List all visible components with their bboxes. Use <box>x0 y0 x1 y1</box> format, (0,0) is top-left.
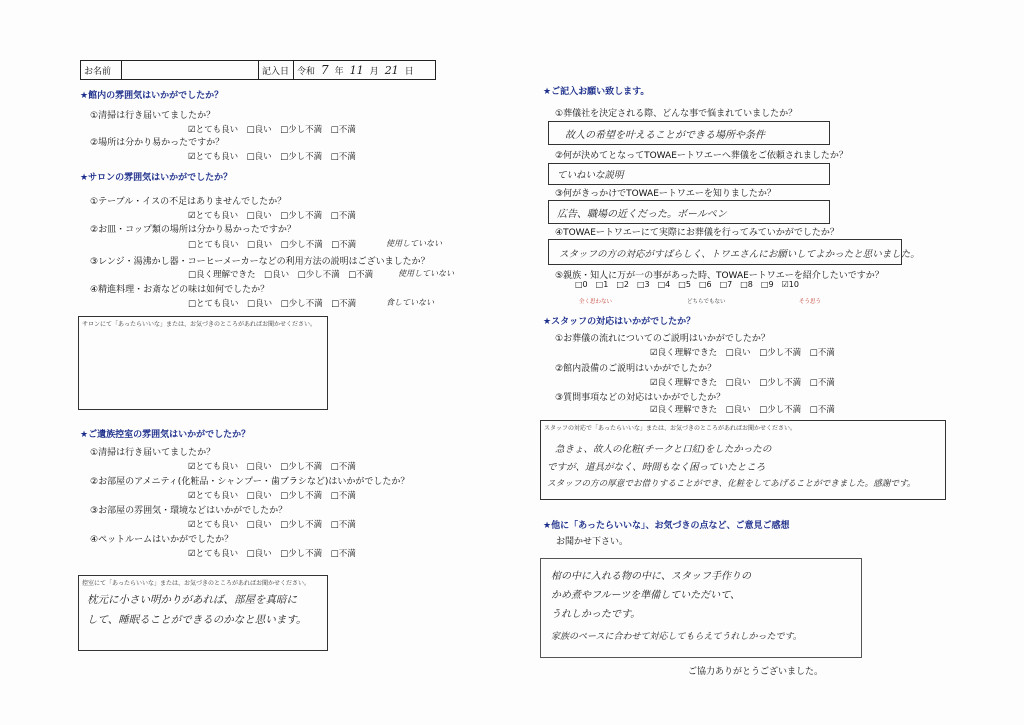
staff-handwriting-line2: ですが、道具がなく、時間もなく困っていたところ <box>547 462 766 473</box>
waiting-q4-options[interactable]: ☑とても良い □良い □少し不満 □不満 <box>188 549 356 559</box>
request-q1-answer-box[interactable] <box>548 121 830 145</box>
scale-option-8[interactable]: □8 <box>740 280 753 289</box>
staff-handwriting-line1: 急きょ、故人の化粧(チークと口紅)をしたかったの <box>555 444 772 455</box>
scale-low-label: 全く思わない <box>579 299 613 305</box>
waiting-q4-text: ④ペットルームはいかがでしたか？ <box>90 535 234 545</box>
hall-q2-options[interactable]: ☑とても良い □良い □少し不満 □不満 <box>188 152 356 162</box>
scale-option-2[interactable]: □2 <box>616 280 629 289</box>
hall-q1-options[interactable]: ☑とても良い □良い □少し不満 □不満 <box>188 125 356 135</box>
other-handwriting-line1: 棺の中に入れる物の中に、スタッフ手作りの <box>551 571 751 582</box>
hall-section-title: ★館内の雰囲気はいかがでしたか？ <box>80 91 224 101</box>
staff-q2-text: ②館内設備のご説明はいかがでしたか？ <box>555 364 717 374</box>
salon-box-label: サロンにて「あったらいいな」または、お気づきのところがあればお聞かせください。 <box>82 321 316 328</box>
scale-option-1[interactable]: □1 <box>595 280 609 289</box>
salon-q2-note: 使用していない <box>386 239 442 248</box>
other-section-subtitle: お聞かせ下さい。 <box>556 537 629 547</box>
recommend-scale-options <box>575 280 799 289</box>
scale-option-3[interactable]: □3 <box>636 280 650 289</box>
waiting-q1-options[interactable]: ☑とても良い □良い □少し不満 □不満 <box>188 462 356 472</box>
salon-q2-text: ②お皿・コップ類の場所は分かり易かったですか？ <box>90 225 296 235</box>
date-month-unit: 月 <box>369 66 379 77</box>
staff-comment-box[interactable] <box>540 420 946 500</box>
staff-q2-options[interactable]: ☑良く理解できた □良い □少し不満 □不満 <box>650 378 835 388</box>
waiting-q3-options[interactable]: ☑とても良い □良い □少し不満 □不満 <box>188 520 356 530</box>
salon-q4-options[interactable]: □とても良い □良い □少し不満 □不満 <box>188 299 357 309</box>
request-q2-text: ②何が決めてとなってTOWAEートワエーへ葬儀をご依頼されましたか？ <box>555 151 848 161</box>
staff-q3-options[interactable]: ☑良く理解できた □良い □少し不満 □不満 <box>650 405 835 415</box>
salon-comment-box[interactable] <box>78 316 328 410</box>
date-field[interactable] <box>293 60 436 80</box>
name-field[interactable] <box>121 60 259 80</box>
scale-option-0[interactable]: □0 <box>575 280 588 289</box>
request-q2-answer-box[interactable] <box>548 163 830 185</box>
scale-mid-label: どちらでもない <box>687 299 726 305</box>
scale-option-4[interactable]: □4 <box>657 280 671 289</box>
scale-option-9[interactable]: □9 <box>760 280 774 289</box>
request-q3-text: ③何がきっかけでTOWAEートワエーを知りましたか？ <box>555 189 776 199</box>
waiting-handwriting-line1: 枕元に小さい明かりがあれば、部屋を真暗に <box>87 594 297 606</box>
date-label-cell <box>258 60 294 80</box>
waiting-q1-text: ①清掃は行き届いてましたか？ <box>90 448 216 458</box>
scale-option-5[interactable]: □5 <box>678 280 691 289</box>
other-section-title: ★他に「あったらいいな」、お気づきの点など、ご意見ご感想 <box>543 521 790 531</box>
salon-q4-text: ④精進料理・お斎などの味は如何でしたか？ <box>90 285 270 295</box>
scale-high-label: そう思う <box>799 299 822 305</box>
salon-q3-text: ③レンジ・湯沸かし器・コーヒーメーカーなどの利用方法の説明はございましたか？ <box>90 257 430 267</box>
date-year-value: 7 <box>321 63 329 77</box>
hall-q2-text: ②場所は分かり易かったですか？ <box>90 138 225 148</box>
staff-box-label: スタッフの対応で「あったらいいな」または、お気づきのところがあればお聞かせください。 <box>544 425 796 432</box>
salon-q4-note: 食していない <box>386 298 434 307</box>
name-label-cell <box>80 60 122 80</box>
other-handwriting-line2: かめ煮やフルーツを準備していただいて、 <box>551 590 740 601</box>
scale-option-7[interactable]: □7 <box>719 280 733 289</box>
request-q5-text: ⑤親族・知人に万が一の事があった時、TOWAEートワエーを紹介したいですか？ <box>555 271 884 281</box>
waiting-q2-options[interactable]: ☑とても良い □良い □少し不満 □不満 <box>188 491 356 501</box>
name-label: お名前 <box>84 66 112 77</box>
salon-q1-text: ①テーブル・イスの不足はありませんでしたか？ <box>90 197 287 207</box>
salon-q2-options[interactable]: □とても良い □良い □少し不満 □不満 <box>188 240 357 250</box>
recommend-scale <box>575 280 865 306</box>
request-q1-answer: 故人の希望を叶えることができる場所や条件 <box>565 130 765 141</box>
waiting-handwriting-line2: して、睡眠ることができるのかなと思います。 <box>87 614 307 626</box>
request-q4-answer: スタッフの方の対応がすばらしく、トワエさんにお願いしてよかったと思いました。 <box>559 249 920 260</box>
staff-section-title: ★スタッフの対応はいかがでしたか？ <box>543 317 696 327</box>
date-year-unit: 年 <box>334 66 344 77</box>
salon-q3-note: 使用していない <box>398 269 454 278</box>
thanks-message: ご協力ありがとうございました。 <box>688 667 824 677</box>
date-era: 令和 <box>297 66 316 77</box>
scale-option-6[interactable]: □6 <box>698 280 712 289</box>
staff-q3-text: ③質問事項などの対応はいかがでしたか？ <box>555 393 726 403</box>
waiting-box-label: 控室にて「あったらいいな」または、お気づきのところがあればお聞かせください。 <box>82 580 310 587</box>
other-handwriting-line3: うれしかったです。 <box>551 609 641 620</box>
request-q3-answer-box[interactable] <box>548 200 830 224</box>
waiting-comment-box[interactable] <box>78 575 328 651</box>
hall-q1-text: ①清掃は行き届いてましたか？ <box>90 111 216 121</box>
salon-q3-options[interactable]: □良く理解できた □良い □少し不満 □不満 <box>188 270 374 280</box>
request-q1-text: ①葬儀社を決定される際、どんな事で悩まれていましたか？ <box>555 109 798 119</box>
staff-q1-options[interactable]: ☑良く理解できた □良い □少し不満 □不満 <box>650 348 835 358</box>
staff-q1-text: ①お葬儀の流れについてのご説明はいかがでしたか？ <box>555 334 770 344</box>
request-section-title: ★ご記入お願い致します。 <box>543 87 650 97</box>
waiting-section-title: ★ご遺族控室の雰囲気はいかがでしたか？ <box>80 430 251 440</box>
other-handwriting-line4: 家族のペースに合わせて対応してもらえてうれしかったです。 <box>551 632 802 642</box>
salon-q1-options[interactable]: ☑とても良い □良い □少し不満 □不満 <box>188 211 356 221</box>
date-day-unit: 日 <box>404 66 414 77</box>
date-month-value: 11 <box>349 63 364 77</box>
staff-handwriting-line3: スタッフの方の厚意でお借りすることができ、化粧をしてあげることができました。感謝です。 <box>547 479 916 489</box>
waiting-q3-text: ③お部屋の雰囲気・環境などはいかがでしたか？ <box>90 506 288 516</box>
request-q4-text: ④TOWAEートワエーにて実際にお葬儀を行ってみていかがでしたか？ <box>555 228 839 238</box>
salon-section-title: ★サロンの雰囲気はいかがでしたか？ <box>80 173 233 183</box>
request-q2-answer: ていねいな説明 <box>557 170 624 181</box>
request-q4-answer-box[interactable] <box>548 239 920 265</box>
waiting-q2-text: ②お部屋のアメニティ(化粧品・シャンプー・歯ブラシなど)はいかがでしたか？ <box>90 477 410 487</box>
other-comment-box[interactable] <box>540 558 862 658</box>
date-day-value: 21 <box>384 63 399 77</box>
scale-option-10[interactable]: ☑10 <box>781 280 799 289</box>
date-label: 記入日 <box>262 66 290 77</box>
request-q3-answer: 広告、職場の近くだった。ボールペン <box>557 209 727 220</box>
